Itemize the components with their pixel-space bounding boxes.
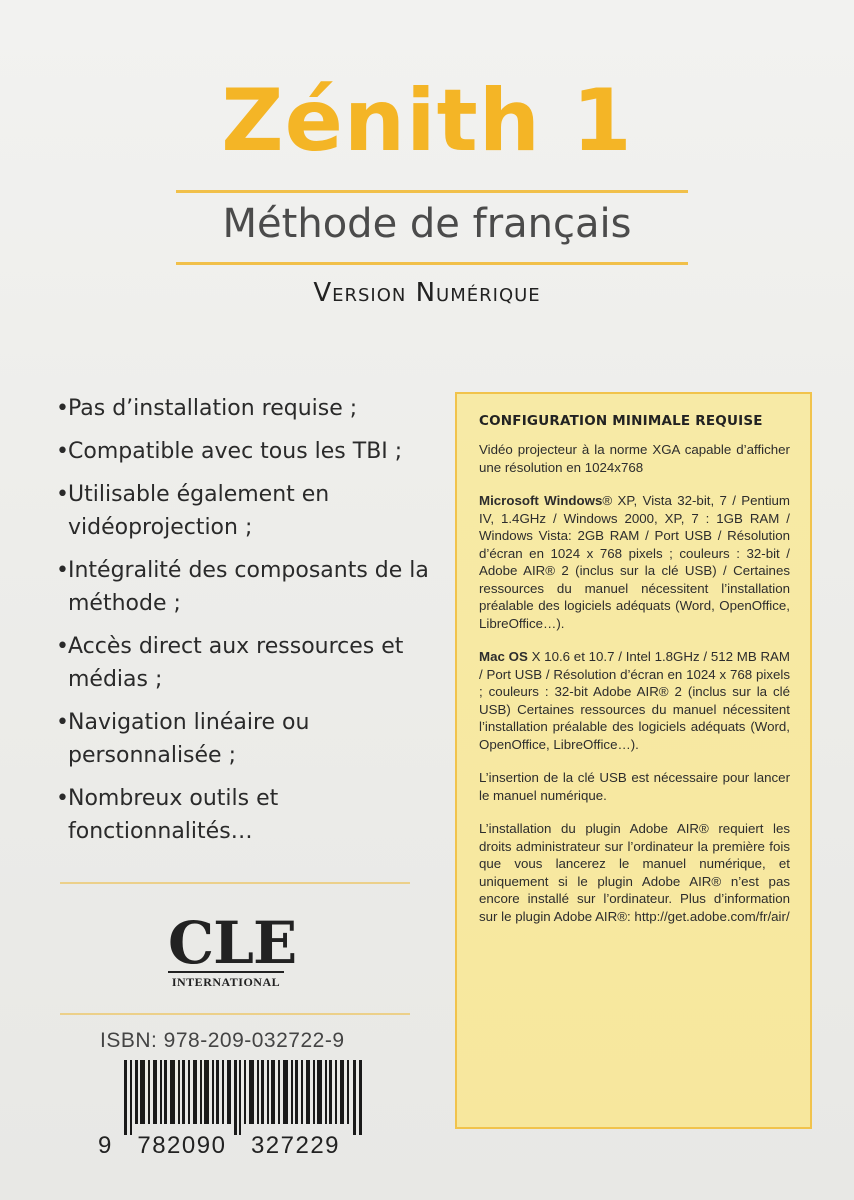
- feature-item: • Utilisable également en vidéoprojection ;: [56, 478, 436, 544]
- config-windows: [479, 492, 790, 632]
- barcode-digits: 9 782090 327229: [98, 1132, 341, 1159]
- book-title: Zénith 1: [221, 71, 633, 171]
- version-label: Version Numérique: [313, 278, 541, 308]
- config-panel: [455, 392, 812, 1129]
- title-rule-top: [176, 190, 688, 193]
- publisher-logo-subtext: INTERNATIONAL: [168, 971, 284, 990]
- feature-item: • Nombreux outils et fonctionnalités…: [56, 782, 436, 848]
- isbn-label: ISBN: 978-209-032722-9: [100, 1029, 345, 1052]
- feature-item: • Compatible avec tous les TBI ;: [56, 435, 436, 468]
- feature-item: • Pas d’installation requise ;: [56, 392, 436, 425]
- mac-label: Mac OS: [479, 649, 528, 664]
- feature-list: [56, 392, 436, 858]
- book-subtitle: Méthode de français: [222, 201, 632, 247]
- feature-item: • Navigation linéaire ou personnalisée ;: [56, 706, 436, 772]
- config-video: Vidéo projecteur à la norme XGA capable d’afficher une résolution en 1024x768: [479, 442, 790, 475]
- barcode-icon: [124, 1060, 362, 1135]
- windows-label: Microsoft Windows: [479, 493, 603, 508]
- config-plugin: L’installation du plugin Adobe AIR® requiert les droits administrateur sur l’ordinateur la première fois que vous lancerez le manuel numérique, et uniquement si le plugin Adobe AIR® n’est pas encore installé sur l’ordinateur. Plus d’information sur le plugin Adobe AIR®: http://get.adobe.com/fr/air/: [479, 821, 790, 924]
- feature-item: • Intégralité des composants de la méthode ;: [56, 554, 436, 620]
- config-mac: [479, 648, 790, 753]
- config-usb: L’insertion de la clé USB est nécessaire pour lancer le manuel numérique.: [479, 770, 790, 803]
- title-rule-bottom: [176, 262, 688, 265]
- config-heading: CONFIGURATION MINIMALE REQUISE: [479, 413, 763, 429]
- publisher-logo: [168, 909, 297, 990]
- feature-item: • Accès direct aux ressources et médias ;: [56, 630, 436, 696]
- windows-text: ® XP, Vista 32-bit, 7 / Pentium IV, 1.4GHz / Windows 2000, XP, 7 : 1GB RAM / Windows Vista: 2GB RAM / Port USB / Résolution d’écran en 1024 x 768 pixels ; couleurs : 32-bit / Adobe AIR® 2 (inclus sur la clé USB) / Certaines ressources du manuel nécessitent l’installation préalable des logiciels adéquats (Word, OpenOffice, LibreOffice…).: [479, 493, 791, 631]
- publisher-logo-text: CLE: [168, 909, 297, 977]
- mac-text: X 10.6 et 10.7 / Intel 1.8GHz / 512 MB RAM / Port USB / Résolution d’écran en 1024 x 768 pixels ; couleurs : 32-bit Adobe AIR® 2 (inclus sur la clé USB) Certaines ressources du manuel nécessitent l’installation préalable des logiciels adéquats (Word, OpenOffice, LibreOffice…).: [479, 649, 790, 752]
- divider-top: [60, 882, 410, 884]
- divider-bottom: [60, 1013, 410, 1015]
